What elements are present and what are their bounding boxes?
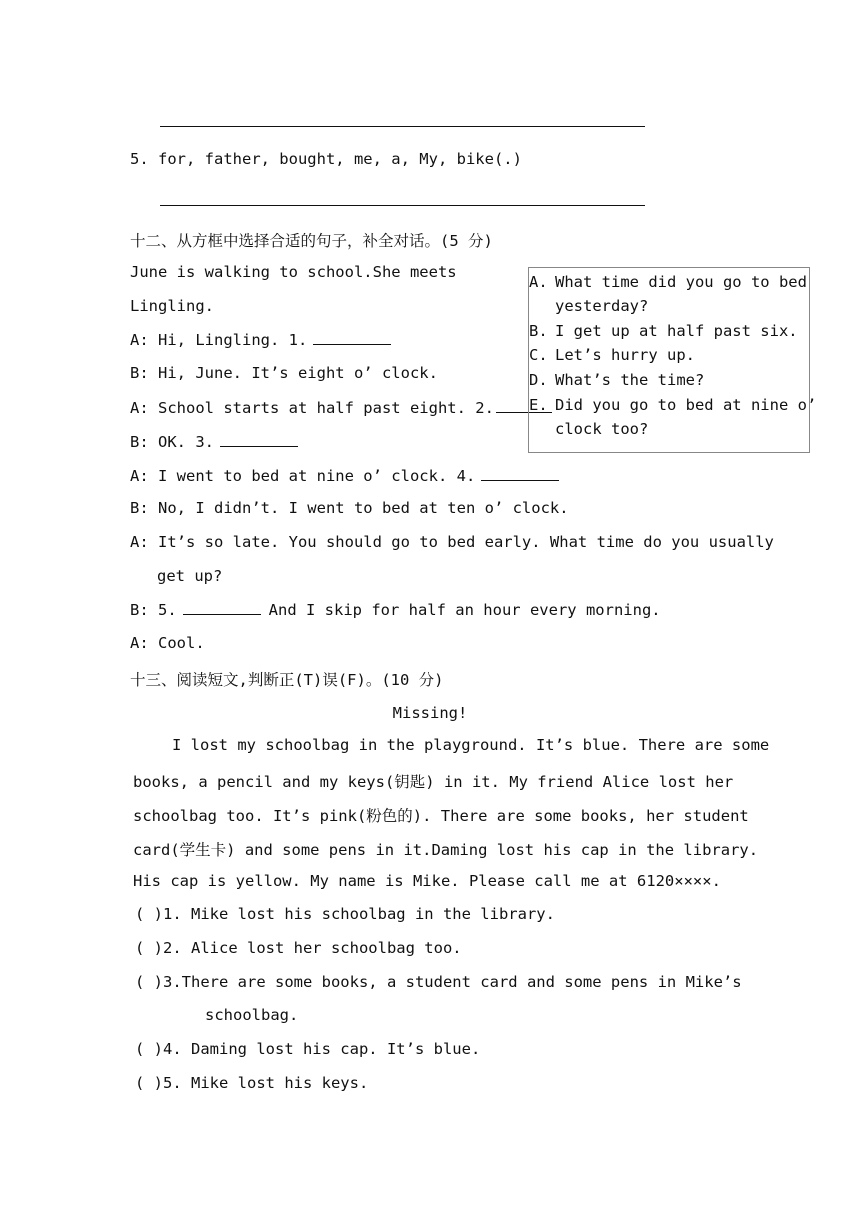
dialogue-line-1 bbox=[130, 330, 391, 349]
options-box bbox=[528, 267, 817, 453]
dialogue-text: B: OK. 3. bbox=[130, 433, 214, 451]
statement-text: 5. Mike lost his keys. bbox=[163, 1074, 369, 1092]
option-text: Did you go to bed at nine o’ bbox=[555, 396, 817, 414]
passage-title: Missing! bbox=[392, 704, 468, 722]
answer-parens[interactable]: ( ) bbox=[135, 905, 163, 923]
q12-intro-line2: Lingling. bbox=[130, 297, 214, 315]
option-c bbox=[529, 346, 695, 364]
blank-1[interactable] bbox=[313, 330, 391, 345]
answer-parens[interactable]: ( ) bbox=[135, 973, 163, 991]
dialogue-text: A: I went to bed at nine o’ clock. 4. bbox=[130, 467, 476, 485]
option-a-cont: yesterday? bbox=[555, 297, 649, 315]
dialogue-line-9: A: Cool. bbox=[130, 634, 205, 652]
option-letter: D. bbox=[529, 371, 548, 389]
answer-parens[interactable]: ( ) bbox=[135, 1040, 163, 1058]
dialogue-text: B: 5. bbox=[130, 601, 177, 619]
statement-text: 2. Alice lost her schoolbag too. bbox=[163, 939, 462, 957]
option-letter: E. bbox=[529, 396, 548, 414]
passage-line-1: I lost my schoolbag in the playground. It’s blue. There are some bbox=[172, 736, 770, 754]
option-text: What time did you go to bed bbox=[555, 273, 807, 291]
dialogue-line-2: B: Hi, June. It’s eight o’ clock. bbox=[130, 364, 438, 382]
q12-intro-line1: June is walking to school.She meets bbox=[130, 263, 457, 281]
statement-text: 3.There are some books, a student card and some pens in Mike’s bbox=[163, 973, 742, 991]
answer-parens[interactable]: ( ) bbox=[135, 1074, 163, 1092]
answer-line-5[interactable] bbox=[160, 205, 645, 206]
blank-4[interactable] bbox=[481, 466, 559, 481]
statement-5 bbox=[135, 1074, 368, 1092]
option-text: I get up at half past six. bbox=[555, 322, 798, 340]
answer-line-4[interactable] bbox=[160, 126, 645, 127]
dialogue-line-7: A: It’s so late. You should go to bed early. What time do you usually bbox=[130, 533, 774, 551]
dialogue-line-8 bbox=[130, 600, 661, 619]
passage-line-5: His cap is yellow. My name is Mike. Please call me at 6120××××. bbox=[133, 872, 721, 890]
dialogue-line-6: B: No, I didn’t. I went to bed at ten o’ clock. bbox=[130, 499, 569, 517]
dialogue-line-3 bbox=[130, 398, 552, 417]
q11-item-5: 5. for, father, bought, me, a, My, bike(.) bbox=[130, 150, 522, 168]
statement-4 bbox=[135, 1040, 480, 1058]
dialogue-text-tail: And I skip for half an hour every morning. bbox=[268, 601, 661, 619]
option-d bbox=[529, 371, 704, 389]
option-letter: A. bbox=[529, 273, 548, 291]
statement-1 bbox=[135, 905, 555, 923]
q12-heading: 十二、从方框中选择合适的句子，补全对话。(5 分) bbox=[130, 232, 493, 250]
option-e-cont: clock too? bbox=[555, 420, 649, 438]
option-e bbox=[529, 396, 816, 414]
dialogue-line-5 bbox=[130, 466, 559, 485]
statement-3 bbox=[135, 973, 742, 991]
blank-3[interactable] bbox=[220, 432, 298, 447]
answer-parens[interactable]: ( ) bbox=[135, 939, 163, 957]
statement-2 bbox=[135, 939, 462, 957]
option-text: What’s the time? bbox=[555, 371, 705, 389]
statement-text: 4. Daming lost his cap. It’s blue. bbox=[163, 1040, 481, 1058]
dialogue-text: A: Hi, Lingling. 1. bbox=[130, 331, 308, 349]
passage-line-3: schoolbag too. It’s pink(粉色的). There are some books, her student bbox=[133, 807, 749, 825]
blank-5[interactable] bbox=[183, 600, 261, 615]
dialogue-text: A: School starts at half past eight. 2. bbox=[130, 399, 494, 417]
statement-3-cont: schoolbag. bbox=[205, 1006, 299, 1024]
option-letter: C. bbox=[529, 346, 548, 364]
option-a bbox=[529, 273, 807, 291]
option-b bbox=[529, 322, 798, 340]
dialogue-line-4 bbox=[130, 432, 298, 451]
passage-line-2: books, a pencil and my keys(钥匙) in it. My friend Alice lost her bbox=[133, 773, 734, 791]
option-letter: B. bbox=[529, 322, 548, 340]
q13-heading: 十三、阅读短文,判断正(T)误(F)。(10 分) bbox=[130, 671, 444, 689]
passage-line-4: card(学生卡) and some pens in it.Daming lost his cap in the library. bbox=[133, 841, 759, 859]
option-text: Let’s hurry up. bbox=[555, 346, 695, 364]
dialogue-line-7-cont: get up? bbox=[157, 567, 223, 585]
statement-text: 1. Mike lost his schoolbag in the library. bbox=[163, 905, 555, 923]
